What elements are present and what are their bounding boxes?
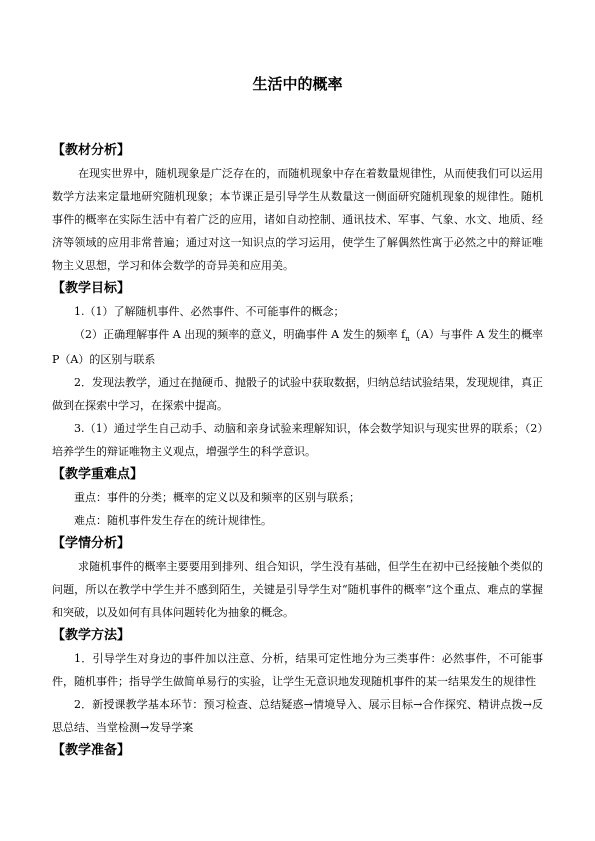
body-paragraph: 2．发现法教学，通过在抛硬币、抛骰子的试验中获取数据，归纳总结试验结果，发现规律，真正做到在探索中学习，在探索中提高。 xyxy=(52,376,543,412)
body-paragraph: 2．新授课教学基本环节：预习检查、总结疑惑→情境导入、展示目标→合作探究、精讲点拨→反思总结、当堂检测→发导学案 xyxy=(52,698,543,734)
section-heading: 【教材分析】 xyxy=(52,143,131,158)
body-paragraph: 在现实世界中，随机现象是广泛存在的，而随机现象中存在着数量规律性，从而使我们可以运用数学方法来定量地研究随机现象；本节课正是引导学生从数量这一侧面研究随机现象的规律性。随机事件的概率在实际生活中有着广泛的应用，诸如自动控制、通讯技术、军事、气象、水文、地质、经济等领域的应用非常普遍；通过对这一知识点的学习运用，使学生了解偶然性寓于必然之中的辩证唯物主义思想，学习和体会数学的奇异美和应用美。 xyxy=(52,167,543,272)
body-paragraph: 难点：随机事件发生存在的统计规律性。 xyxy=(74,514,272,527)
frequency-paragraph xyxy=(52,323,543,371)
document-body xyxy=(52,139,543,762)
section-teaching-preparation xyxy=(52,739,543,762)
section-learner-analysis xyxy=(52,532,543,624)
text-run: （2）正确理解事件 A 出现的频率的意义，明确事件 A 发生的频率 f xyxy=(74,328,406,341)
section-heading: 【教学准备】 xyxy=(52,743,131,758)
section-teaching-methods xyxy=(52,624,543,739)
body-paragraph: 1．引导学生对身边的事件加以注意、分析，结果可定性地分为三类事件：必然事件，不可能事件，随机事件；指导学生做简单易行的实验，让学生无意识地发现随机事件的某一结果发生的规律性 xyxy=(52,652,543,688)
section-key-difficult-points xyxy=(52,463,543,532)
page-title: 生活中的概率 xyxy=(252,75,343,93)
body-paragraph: 3.（1）通过学生自己动手、动脑和亲身试验来理解知识，体会数学知识与现实世界的联系；（2）培养学生的辩证唯物主义观点，增强学生的科学意识。 xyxy=(52,422,543,458)
section-heading: 【学情分析】 xyxy=(52,536,131,551)
subscript-n: n xyxy=(405,335,410,343)
section-textbook-analysis xyxy=(52,139,543,277)
section-heading: 【教学重难点】 xyxy=(52,467,144,482)
text-run: （A）与事件 A 发生的概率 P（A）的区别与联系 xyxy=(52,328,543,366)
body-paragraph: 1.（1）了解随机事件、必然事件、不可能事件的概念； xyxy=(74,305,345,318)
section-heading: 【教学目标】 xyxy=(52,281,131,296)
section-heading: 【教学方法】 xyxy=(52,628,131,643)
section-teaching-objectives xyxy=(52,277,543,463)
body-paragraph: 求随机事件的概率主要要用到排列、组合知识，学生没有基础，但学生在初中已经接触个类似的问题，所以在教学中学生并不感到陌生，关键是引导学生对“随机事件的概率”这个重点、难点的掌握和突破，以及如何有具体问题转化为抽象的概念。 xyxy=(52,560,543,619)
body-paragraph: 重点：事件的分类；概率的定义以及和频率的区别与联系； xyxy=(74,491,360,504)
